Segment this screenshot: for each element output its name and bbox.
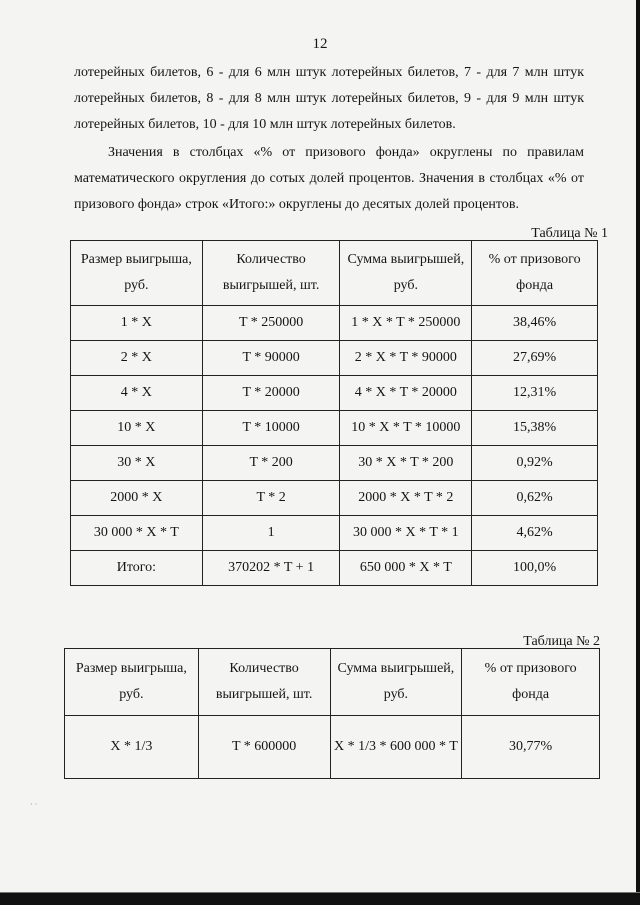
table-row [71, 376, 598, 411]
header-prize-count: Количество выигрышей, шт. [202, 241, 340, 306]
cell-prize-count: 1 [202, 516, 340, 551]
cell-fund-percent: 0,92% [472, 446, 598, 481]
text-line: лотерейных билетов, 8 - для 8 млн штук лотерейных билетов, 9 - для 9 млн штук [74, 91, 584, 106]
table-header-row [65, 649, 600, 716]
scan-edge-bottom [0, 893, 640, 905]
cell-prize-sum: 2 * X * T * 90000 [340, 341, 472, 376]
text-line: лотерейных билетов, 10 - для 10 млн штук лотерейных билетов. [74, 117, 456, 132]
header-prize-sum: Сумма выигрышей, руб. [330, 649, 462, 716]
header-fund-percent: % от призового фонда [472, 241, 598, 306]
header-prize-sum: Сумма выигрышей, руб. [340, 241, 472, 306]
table1-caption: Таблица № 1 [531, 226, 608, 241]
cell-prize-count: T * 90000 [202, 341, 340, 376]
cell-prize-sum: 2000 * X * T * 2 [340, 481, 472, 516]
cell-prize-count: T * 2 [202, 481, 340, 516]
cell-prize-size: 30 000 * X * T [71, 516, 203, 551]
table-row [65, 716, 600, 779]
cell-total-percent: 100,0% [472, 551, 598, 586]
cell-prize-size: 2000 * X [71, 481, 203, 516]
cell-prize-sum: 30 * X * T * 200 [340, 446, 472, 481]
cell-total-count: 370202 * T + 1 [202, 551, 340, 586]
cell-prize-sum: 10 * X * T * 10000 [340, 411, 472, 446]
paragraph-lottery-tickets [74, 60, 584, 138]
cell-prize-sum: 30 000 * X * T * 1 [340, 516, 472, 551]
prize-table-2 [64, 648, 600, 779]
text-line: математического округления до сотых долей процентов. Значения в столбцах «% от [74, 171, 584, 186]
header-prize-count: Количество выигрышей, шт. [198, 649, 330, 716]
cell-prize-size: X * 1/3 [65, 716, 199, 779]
header-fund-percent: % от призового фонда [462, 649, 600, 716]
cell-prize-size: 30 * X [71, 446, 203, 481]
cell-prize-sum: 1 * X * T * 250000 [340, 306, 472, 341]
table-total-row [71, 551, 598, 586]
header-prize-size: Размер выигрыша, руб. [65, 649, 199, 716]
cell-fund-percent: 27,69% [472, 341, 598, 376]
table-row [71, 306, 598, 341]
table-row [71, 411, 598, 446]
scan-edge-right [636, 0, 640, 905]
text-line: призового фонда» строк «Итого:» округлены до десятых долей процентов. [74, 197, 519, 212]
cell-fund-percent: 12,31% [472, 376, 598, 411]
table-row [71, 516, 598, 551]
prize-table-1 [70, 240, 598, 586]
header-prize-size: Размер выигрыша, руб. [71, 241, 203, 306]
table-row [71, 341, 598, 376]
cell-prize-count: T * 250000 [202, 306, 340, 341]
cell-total-label: Итого: [71, 551, 203, 586]
table2-caption: Таблица № 2 [523, 634, 600, 649]
cell-prize-sum: X * 1/3 * 600 000 * T [330, 716, 462, 779]
paragraph-rounding-note [74, 140, 584, 218]
page-number: 12 [312, 36, 328, 52]
cell-prize-count: T * 600000 [198, 716, 330, 779]
text-line: лотерейных билетов, 6 - для 6 млн штук лотерейных билетов, 7 - для 7 млн штук [74, 65, 584, 80]
cell-total-sum: 650 000 * X * T [340, 551, 472, 586]
text-line: Значения в столбцах «% от призового фонда» округлены по правилам [108, 145, 584, 160]
cell-fund-percent: 30,77% [462, 716, 600, 779]
scan-speckle: · · [30, 800, 38, 809]
cell-fund-percent: 38,46% [472, 306, 598, 341]
cell-prize-sum: 4 * X * T * 20000 [340, 376, 472, 411]
cell-prize-size: 1 * X [71, 306, 203, 341]
cell-prize-count: T * 10000 [202, 411, 340, 446]
cell-prize-size: 4 * X [71, 376, 203, 411]
cell-fund-percent: 15,38% [472, 411, 598, 446]
cell-prize-count: T * 20000 [202, 376, 340, 411]
table-header-row [71, 241, 598, 306]
cell-fund-percent: 4,62% [472, 516, 598, 551]
cell-prize-size: 10 * X [71, 411, 203, 446]
table-row [71, 481, 598, 516]
table-row [71, 446, 598, 481]
cell-prize-count: T * 200 [202, 446, 340, 481]
cell-fund-percent: 0,62% [472, 481, 598, 516]
cell-prize-size: 2 * X [71, 341, 203, 376]
